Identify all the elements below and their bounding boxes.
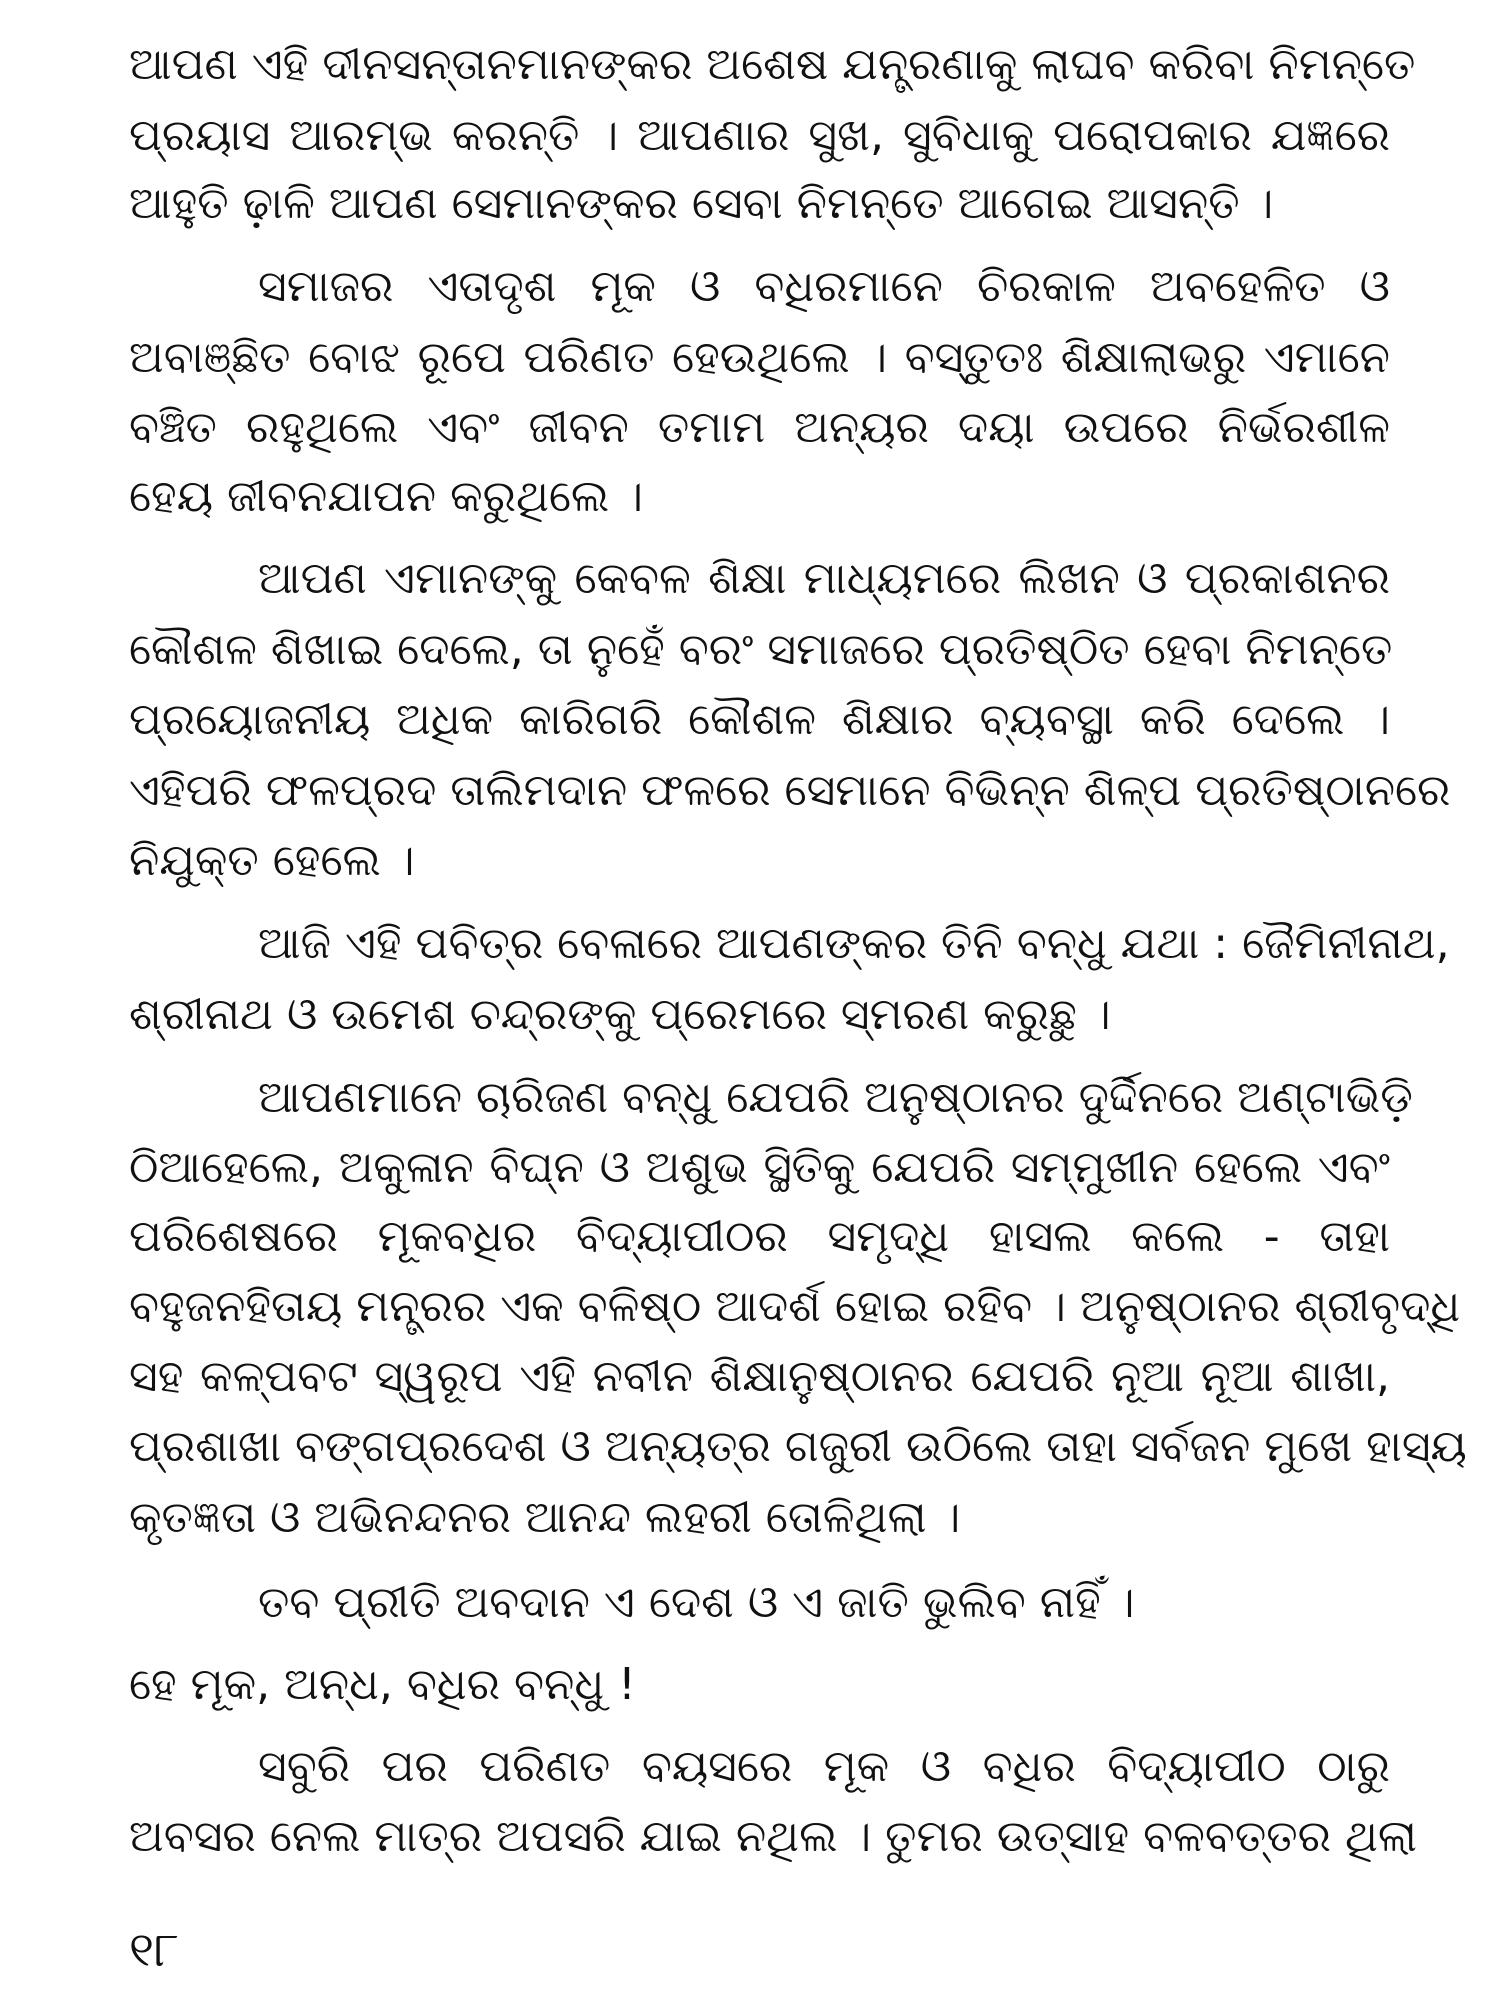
text-line: ସହ କଳ୍ପବଟ ସ୍ୱରୂପ ଏହି ନବୀନ ଶିକ୍ଷାନୁଷ୍ଠାନର ଯେପରି ନୂଆ ନୂଆ ଶାଖା, — [129, 1351, 1390, 1402]
text-line: ଏହିପରି ଫଳପ୍ରଦ ତାଲିମଦାନ ଫଳରେ ସେମାନେ ବିଭିନ୍ନ ଶିଳ୍ପ ପ୍ରତିଷ୍ଠାନରେ — [129, 765, 1451, 816]
text-line: ଆଜି ଏହି ପବିତ୍ର ବେଳାରେ ଆପଣଙ୍କର ତିନି ବନ୍ଧୁ ଯଥା : ଜୈମିନୀନାଥ, — [258, 918, 1450, 969]
text-line: ଆପଣ ଏମାନଙ୍କୁ କେବଳ ଶିକ୍ଷା ମାଧ୍ୟମରେ ଲିଖନ ଓ ପ୍ରକାଶନର — [258, 553, 1390, 604]
text-line: ପ୍ରୟୋଜନୀୟ ଅଧିକ କାରିଗରି କୌଶଳ ଶିକ୍ଷାର ବ୍ୟବସ୍ଥା କରି ଦେଲେ । — [129, 694, 1390, 745]
page-number: ୧୮ — [129, 1922, 180, 1978]
text-line: ଆହୁତି ଢ଼ାଳି ଆପଣ ସେମାନଙ୍କର ସେବା ନିମନ୍ତେ ଆଗେଇ ଆସନ୍ତି । — [129, 178, 1274, 229]
text-line: କୃତଜ୍ଞତା ଓ ଅଭିନନ୍ଦନର ଆନନ୍ଦ ଲହରୀ ତୋଳିଥିଲା । — [129, 1492, 961, 1543]
text-line: ଆପଣମାନେ ଚାରିଜଣ ବନ୍ଧୁ ଯେପରି ଅନୁଷ୍ଠାନର ଦୁର୍ଦ୍ଦିନରେ ଅଣ୍ଟାଭିଡ଼ି — [258, 1072, 1413, 1123]
text-line: ସମାଜର ଏତାଦୃଶ ମୂକ ଓ ବଧିରମାନେ ଚିରକାଳ ଅବହେଳିତ ଓ — [258, 261, 1390, 312]
text-line: ନିଯୁକ୍ତ ହେଲେ । — [129, 835, 415, 886]
text-line: ଶ୍ରୀନାଥ ଓ ଉମେଶ ଚନ୍ଦ୍ରଙ୍କୁ ପ୍ରେମରେ ସ୍ମରଣ କରୁଛୁ । — [129, 989, 1111, 1040]
text-line: ବହୁଜନହିତାୟ ମନ୍ତ୍ରର ଏକ ବଳିଷ୍ଠ ଆଦର୍ଶ ହୋଇ ରହିବ । ଅନୁଷ୍ଠାନର ଶ୍ରୀବୃଦ୍ଧି — [129, 1281, 1461, 1332]
text-line: ତବ ପ୍ରୀତି ଅବଦାନ ଏ ଦେଶ ଓ ଏ ଜାତି ଭୁଲିବ ନାହିଁ । — [258, 1577, 1135, 1628]
text-line: ପ୍ରୟାସ ଆରମ୍ଭ କରନ୍ତି । ଆପଣାର ସୁଖ, ସୁବିଧାକୁ ପରୋପକାର ଯଜ୍ଞରେ — [129, 110, 1390, 161]
text-line: ବଞ୍ଚିତ ରହୁଥିଲେ ଏବଂ ଜୀବନ ତମାମ ଅନ୍ୟର ଦୟା ଉପରେ ନିର୍ଭରଶୀଳ — [129, 402, 1390, 453]
text-line: ହେ ମୂକ, ଅନ୍ଧ, ବଧିର ବନ୍ଧୁ ! — [129, 1659, 636, 1710]
text-line: କୌଶଳ ଶିଖାଇ ଦେଲେ, ତା ନୁହେଁ ବରଂ ସମାଜରେ ପ୍ରତିଷ୍ଠିତ ହେବା ନିମନ୍ତେ — [129, 624, 1393, 675]
text-line: ହେୟ ଜୀବନଯାପନ କରୁଥିଲେ । — [129, 471, 643, 522]
text-line: ପରିଶେଷରେ ମୂକବଧିର ବିଦ୍ୟାପୀଠର ସମୃଦ୍ଧି ହାସଲ କଲେ - ତାହା — [129, 1211, 1390, 1262]
text-line: ପ୍ରଶାଖା ବଙ୍ଗପ୍ରଦେଶ ଓ ଅନ୍ୟତ୍ର ଗଜୁରୀ ଉଠିଲେ ତାହା ସର୍ବଜନ ମୁଖେ ହାସ୍ୟ — [129, 1421, 1467, 1472]
text-line: ଅବସର ନେଲ ମାତ୍ର ଅପସରି ଯାଇ ନଥିଲ । ତୁମର ଉତ୍ସାହ ବଳବତ୍ତର ଥିଲା — [129, 1811, 1417, 1862]
text-line: ଠିଆହେଲେ, ଅକୁଳାନ ବିଘ୍ନ ଓ ଅଶୁଭ ସ୍ଥିତିକୁ ଯେପରି ସମ୍ମୁଖୀନ ହେଲେ ଏବଂ — [129, 1142, 1390, 1193]
text-line: ଆପଣ ଏହି ଦୀନସନ୍ତାନମାନଙ୍କର ଅଶେଷ ଯନ୍ତ୍ରଣାକୁ ଲାଘବ କରିବା ନିମନ୍ତେ — [129, 39, 1416, 90]
text-line: ସବୁରି ପର ପରିଣତ ବୟସରେ ମୂକ ଓ ବଧିର ବିଦ୍ୟାପୀଠ ଠାରୁ — [258, 1741, 1390, 1792]
text-line: ଅବାଞ୍ଛିତ ବୋଝ ରୂପେ ପରିଣତ ହେଉଥିଲେ । ବସ୍ତୁତଃ ଶିକ୍ଷାଲାଭରୁ ଏମାନେ — [129, 332, 1390, 383]
